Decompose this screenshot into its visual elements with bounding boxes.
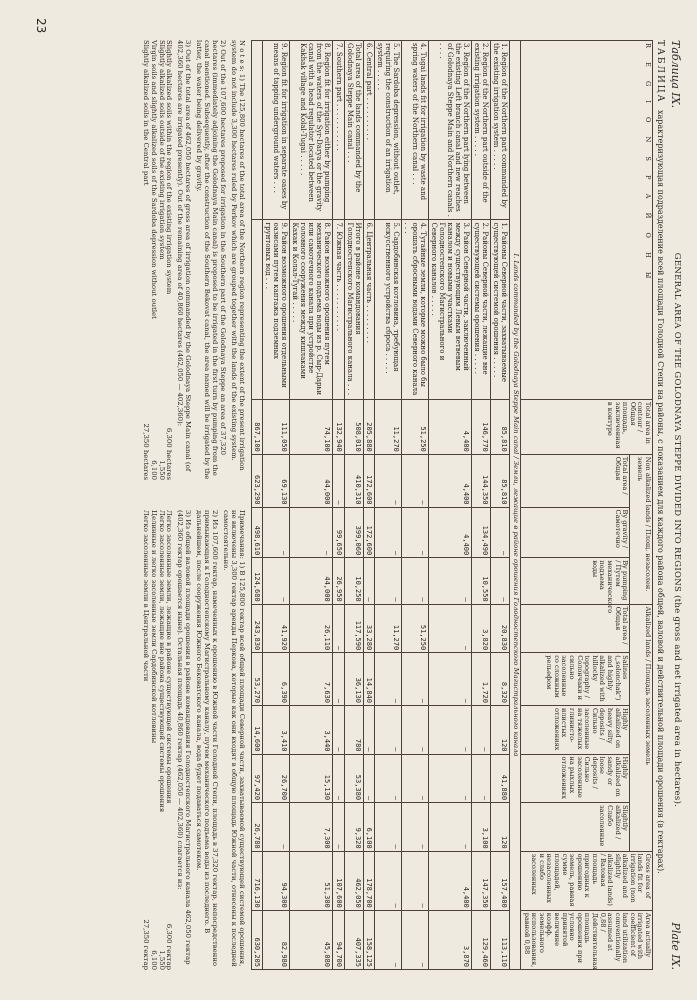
soil-label: Целинные и легко засоленные земли Сардобинской котловины xyxy=(149,510,158,744)
subhead-1: I. Lands commanded by the Golodnaya Steppe Main canal / Земли, лежащие в районе орошения Голодностепского Магистрального канала xyxy=(510,41,521,970)
table-cell: 410,310 xyxy=(344,454,363,507)
table-cell: 4,400 xyxy=(428,399,471,454)
region-name-english: 2. Region of the Northern part outside of the existing irrigation system . . . . . xyxy=(472,41,491,220)
table-cell: — xyxy=(401,910,428,969)
soil-line xyxy=(157,40,165,480)
table-cell: 69,130 xyxy=(263,454,290,507)
table-cell: 146,770 xyxy=(472,399,491,454)
region-name-russian: 4. Тугайные земли, которые можно было бы орошать сбросными водами Северного канала . . . xyxy=(401,220,428,399)
table-cell: 94,300 xyxy=(263,851,290,910)
table-row xyxy=(263,41,290,970)
region-name-russian: 7. Южная часть . . . . . . . . . . . xyxy=(333,220,344,399)
table-cell: — xyxy=(263,803,290,852)
table-cell: — xyxy=(333,604,344,653)
table-cell: 158,125 xyxy=(363,910,374,969)
table-cell: 120 xyxy=(491,803,510,852)
table-cell: 74,100 xyxy=(290,399,333,454)
title-russian: характеризующая подразделение всей площади Голодной Степи на районы, с показанием для каждого района общей, валовой и действительной площади орошения (в гектарах). xyxy=(656,110,665,874)
soil-value: 27,350 гектар xyxy=(141,919,150,970)
table-cell: 9,320 xyxy=(344,803,363,852)
table-cell: 3,100 xyxy=(472,803,491,852)
plate-label-en: Plate IX. xyxy=(669,922,682,970)
table-cell: 51,300 xyxy=(290,851,333,910)
table-cell: — xyxy=(428,653,471,706)
col-non-alk-total: Total area / Общая xyxy=(521,454,630,507)
table-cell: 407,335 xyxy=(344,910,363,969)
region-name-english: 3. Region of the Northern part lying between the existing Left branch canal and new reaches of Golodnaya Steppe Main and Northern canals . . . . . xyxy=(428,41,471,220)
table-cell: 53,270 xyxy=(252,653,263,706)
table-row xyxy=(333,41,344,970)
table-cell: 498,610 xyxy=(252,507,263,558)
region-name-english: 4. Tugai lands fit for irrigation by waste and spring waters of the Northern canal . . . xyxy=(401,41,428,220)
table-cell: 117,590 xyxy=(344,604,363,653)
col-sandy: Highly alkalized on sandy or loose deposits / Сильно засоленные на рыхлых отложениях xyxy=(521,754,630,803)
table-cell: 623,290 xyxy=(252,454,263,507)
table-cell: 26,700 xyxy=(263,754,290,803)
table-cell: — xyxy=(333,653,344,706)
table-cell: 780 xyxy=(344,705,363,754)
col-total-area: Total area in contour / Общая площадь, заключенная в контуре xyxy=(521,399,653,454)
soil-value: 6,100 xyxy=(149,460,158,480)
table-cell: 129,460 xyxy=(472,910,491,969)
soil-label: Легко засоленные земли, лежащие в районе существующей системы орошения xyxy=(165,510,174,804)
soil-line xyxy=(149,510,157,970)
soil-label: Slightly alkalized soils within the region of the existing irrigation system xyxy=(165,40,174,295)
region-name-russian: 6. Центральная часть . . . . . . . . . xyxy=(363,220,374,399)
table-cell: 41,920 xyxy=(263,604,290,653)
table-row xyxy=(428,41,471,970)
table-cell: 4,400 xyxy=(428,507,471,558)
table-cell: 15,130 xyxy=(290,754,333,803)
soil-list-russian xyxy=(141,510,173,970)
region-name-russian: 2. Районы Северной части, лежащие вне существующей системы орошения . . . . . xyxy=(472,220,491,399)
table-cell: 8,320 xyxy=(491,653,510,706)
table-cell: — xyxy=(428,604,471,653)
total-row xyxy=(344,41,363,970)
table-cell: 4,400 xyxy=(428,454,471,507)
table-cell: 157,400 xyxy=(491,851,510,910)
table-cell: 94,700 xyxy=(333,910,344,969)
table-cell: 26,950 xyxy=(333,558,344,604)
table-cell: — xyxy=(401,851,428,910)
table-row xyxy=(363,41,374,970)
table-cell: 205,880 xyxy=(363,399,374,454)
table-cell: 243,830 xyxy=(252,604,263,653)
table-cell: — xyxy=(401,454,428,507)
table-cell: — xyxy=(363,705,374,754)
table-cell: 44,000 xyxy=(290,454,333,507)
table-cell: — xyxy=(333,803,344,852)
table-cell: 85,810 xyxy=(491,399,510,454)
table-cell: 716,130 xyxy=(252,851,263,910)
table-cell: 14,600 xyxy=(252,705,263,754)
table-cell: 7,300 xyxy=(290,803,333,852)
table-cell: 41,880 xyxy=(491,754,510,803)
note-ru-1: Примечания: 1) В 125,800 гектар всей общей площади Северной части, захватываемой существующей системой орошения, не включены 3,300 гектар аренды Перкова, которые как они входят в общую площадь Южной части, отнесены к последней самостоятельно. xyxy=(222,510,246,967)
col-actual-area: Area actually irrigated with coefficient of land utilization conventionally assumed at 0,88 / Действительная площадь орошения при условно принятой величине коэфф. земельного использования, равной 0,88 xyxy=(521,910,653,969)
table-cell: — xyxy=(401,705,428,754)
table-row xyxy=(374,41,401,970)
table-cell: — xyxy=(374,558,401,604)
table-cell: 508,010 xyxy=(344,399,363,454)
table-cell: 33,280 xyxy=(363,604,374,653)
table-cell: — xyxy=(401,653,428,706)
note-en-1: N o t e s: 1) The 125,800 hectares of the total area of the Northern region representing the extent of the present irrigation system do not include 3,300 hectares ruled by Perkov which are grouped together with the lands of the existing system. xyxy=(230,40,246,471)
soil-line xyxy=(157,510,165,970)
table-cell: 399,060 xyxy=(344,507,363,558)
table-row xyxy=(290,41,333,970)
table-cell: 144,350 xyxy=(472,454,491,507)
soil-label: Virgin soils and slightly alkalized soils of the Sardoba depression without outlet xyxy=(149,40,158,319)
col-group-alkalized: Alkalized lands / Площадь засоленных земель xyxy=(630,604,653,851)
table-cell: — xyxy=(374,454,401,507)
region-name-english xyxy=(252,41,263,220)
note-en-3: 3) Out of the total area of 462,050 hectares of gross area of irrigation commanded by the Golodnaya Steppe Main canal (of 402,360 hectares are irrigated presently). Out of the remaining area of 40,860 hectares (462,050 — 402,360): xyxy=(176,40,193,472)
table-cell: 132,940 xyxy=(333,399,344,454)
note-ru-2: 2) Из 107,600 гектар, намеченных к орошению в Южной части Голодной Степи, площадь в 37,320 гектар, непосредственно примыкающая к Голодностепскому Магистральному каналу, путем механического подъема воды из последнего. В дальнейшем, после сооружения Южного Бековатского канала, вода будет подаваться самотеком. xyxy=(195,510,220,967)
table-cell: 6,390 xyxy=(263,653,290,706)
soil-label: Slightly alkalized soils outside of the existing irrigation system xyxy=(157,40,166,260)
table-cell: — xyxy=(401,507,428,558)
table-cell: — xyxy=(363,754,374,803)
table-cell: — xyxy=(401,803,428,852)
table-cell: — xyxy=(491,558,510,604)
table-cell: 7,630 xyxy=(290,653,333,706)
note-ru-3: 3) Из общей валовой площади орошения в районе командования Голодностепского Магистрального канала 462,050 гектар (402,360 гектар орошается ныне). Остальная площадь 40,860 гектар (462,050 — 402,360) слагается из: xyxy=(176,510,193,965)
table-cell: — xyxy=(374,803,401,852)
table-cell: 51,250 xyxy=(401,399,428,454)
soil-line xyxy=(149,40,157,480)
table-row xyxy=(491,41,510,970)
table-cell: — xyxy=(374,507,401,558)
table-cell: 462,050 xyxy=(344,851,363,910)
regions-header: R E G I O N S Р А Й О Н Ы xyxy=(521,41,653,400)
table-cell: 82,980 xyxy=(263,910,290,969)
soil-label: Легко засоленные земли в Центральной части xyxy=(141,510,150,682)
region-name-english: 7. Southern part . . . . . . . . . . . xyxy=(333,41,344,220)
region-name-english: Total area of the lands commanded by the Golodnaya Steppe Main canal . . . xyxy=(344,41,363,220)
table-cell: — xyxy=(428,754,471,803)
region-name-russian: Итого в районе командования Голодностепского Магистрального канала . . . xyxy=(344,220,363,399)
table-cell: — xyxy=(363,558,374,604)
table-cell: 107,600 xyxy=(333,851,344,910)
table-cell: — xyxy=(428,803,471,852)
table-cell: — xyxy=(374,705,401,754)
table-cell: 26,780 xyxy=(252,803,263,852)
table-cell: 14,840 xyxy=(363,653,374,706)
region-name-russian: 1. Районы Северной части, захватываемые существующей системой орошения . . . . . xyxy=(491,220,510,399)
table-cell: — xyxy=(290,507,333,558)
title-english: GENERAL AREA OF THE GOLODNAYA STEPPE DIVIDED INTO REGIONS (the gross and net irrigated area in hectares). xyxy=(672,252,682,808)
table-cell: — xyxy=(428,705,471,754)
table-cell: 6,100 xyxy=(363,803,374,852)
soil-value: 6,300 hectares xyxy=(165,427,174,480)
col-group-non-alkalized: Non alkalized lands / Площ. незасолен. земель xyxy=(630,454,653,604)
table-cell: 3,820 xyxy=(472,604,491,653)
table-row xyxy=(472,41,491,970)
soil-value: 1,550 xyxy=(157,950,166,970)
plate-label-ru: Таблица IX. xyxy=(669,40,682,109)
table-cell: 172,600 xyxy=(363,507,374,558)
table-cell: — xyxy=(263,507,290,558)
region-name-english: 9. Region fit for irrigation in separate oases by means of tapping underground waters . . . xyxy=(263,41,290,220)
note-en-2: 2) Out of the 107,600 hectares proposed for irrigation in the Southern part of the Golodnaya Steppe an area of 37,320 hectares (immediately adjoining the Golodnaya Main canal) is proposed to be irrigated in the first turn by pumping from the canal mentioned. Subsequently, after the construction of the Southern Bekovat canal, the area named will be irrigated by the latter, the water being delivered by gravity. xyxy=(195,40,228,480)
col-alk-total: Total area / Общая xyxy=(521,604,630,653)
table-cell: — xyxy=(374,754,401,803)
table-cell: 20,830 xyxy=(491,604,510,653)
soil-value: 1,550 xyxy=(157,460,166,480)
region-name-english: 1. Region of the Northern part commanded by the existing irrigation system . . . . . xyxy=(491,41,510,220)
region-name-russian: 3. Район Северной части, заключенный между существующим Левым ветвевым каналом и новыми участками Голодностепского Магистрального и Северного каналов . . . . . xyxy=(428,220,471,399)
col-slightly: Slightly alkalized / Слабо засоленные xyxy=(521,803,630,852)
table-cell: 178,700 xyxy=(363,851,374,910)
soil-line xyxy=(165,510,173,970)
table-cell: 36,130 xyxy=(344,653,363,706)
table-cell: 99,650 xyxy=(333,507,344,558)
table-cell: 147,350 xyxy=(472,851,491,910)
col-gross-area: Gross area of lands fit for irrigation (non alkalized and slightly alkalized lands) / Валовая площадь пригодных к орошению земель, равная сумме площадей, незасоленных и слабо засоленных xyxy=(521,851,653,910)
table-cell: 97,420 xyxy=(252,754,263,803)
soil-value: 6,300 гектар xyxy=(165,923,174,970)
notes-english xyxy=(141,40,245,480)
table-cell: 120 xyxy=(491,705,510,754)
table-cell: 85,810 xyxy=(491,454,510,507)
table-cell: 3,440 xyxy=(290,705,333,754)
table-cell: — xyxy=(401,558,428,604)
table-cell: 10,250 xyxy=(344,558,363,604)
col-pumping: By pumping / Путем механического подъема воды xyxy=(521,558,630,604)
page-number: 23 xyxy=(34,18,48,34)
table-cell: 3,410 xyxy=(263,705,290,754)
col-heavy: Highly alkalized on heavy silty deposits / Сильно засоленные на тяжелых глинисто-илистых отложениях xyxy=(521,705,630,754)
region-name-russian: 8. Район возможного орошения путем механического подъема воды из р. Сыр-Дарьи или самотечного канала при устройстве головного сооружения между кишлаками Кахак и Колал-Тугай . . . . . xyxy=(290,220,333,399)
table-cell: 630,205 xyxy=(252,910,263,969)
table-cell: 11,270 xyxy=(374,604,401,653)
table-cell: — xyxy=(333,754,344,803)
region-name-russian xyxy=(252,220,263,399)
soil-value: 27,350 hectares xyxy=(141,423,150,480)
table-cell: 172,600 xyxy=(363,454,374,507)
region-name-russian: 5. Сардобинская котловина, требующая искусственного устройства сброса . . . . . xyxy=(374,220,401,399)
col-gravity: By gravity / Самотечно xyxy=(521,507,630,558)
soil-line xyxy=(165,40,173,480)
table-cell: 53,380 xyxy=(344,754,363,803)
table-cell: — xyxy=(472,705,491,754)
soil-line xyxy=(141,40,149,480)
total-row xyxy=(252,41,263,970)
subhead-row xyxy=(510,41,521,970)
table-cell: 44,000 xyxy=(290,558,333,604)
table-row xyxy=(401,41,428,970)
table-cell: — xyxy=(472,754,491,803)
soil-label: Slightly alkalized soils in the Central part xyxy=(141,40,150,186)
table-cell: 111,050 xyxy=(263,399,290,454)
table-cell: 45,080 xyxy=(290,910,333,969)
table-cell: — xyxy=(491,507,510,558)
table-cell: — xyxy=(374,910,401,969)
table-cell: 26,110 xyxy=(290,604,333,653)
soil-label: Легко засоленные земли, лежащие вне района существующей системы орошения xyxy=(157,510,166,813)
table-cell: — xyxy=(333,705,344,754)
region-name-english: 8. Region fit for irrigation either by pumping from the waters of the Syr-Darya or the gravity canal with a head regulator located between Kakhak village and Kolal-Tugai . . . . . xyxy=(290,41,333,220)
title-russian-label: ТАБЛИЦА xyxy=(655,40,665,104)
regions-table xyxy=(251,40,653,970)
region-name-russian: 9. Район возможного орошения отдельными оазисами путем каптажа подземных грунтовых вод . . . xyxy=(263,220,290,399)
table-cell: 51,250 xyxy=(401,604,428,653)
soil-list-english xyxy=(141,40,173,480)
notes-russian xyxy=(141,510,245,970)
table-cell: 867,100 xyxy=(252,399,263,454)
table-cell: 10,550 xyxy=(472,558,491,604)
table-cell: 113,110 xyxy=(491,910,510,969)
col-salines: Salines („solonchak") and highly alkalized with hillocky topography / Солончаки и сильно засоленные со сложным рельефом xyxy=(521,653,630,706)
table-cell: — xyxy=(333,454,344,507)
table-cell: 1,720 xyxy=(472,653,491,706)
table-cell: — xyxy=(428,558,471,604)
table-cell: — xyxy=(401,754,428,803)
table-cell: — xyxy=(374,851,401,910)
table-cell: 11,270 xyxy=(374,399,401,454)
table-cell: 3,870 xyxy=(428,910,471,969)
soil-value: 6,100 xyxy=(149,950,158,970)
region-name-english: 5. The Sardoba depression, without outlet, requiring the construction of an irrigation system . . . . . xyxy=(374,41,401,220)
regions-table-body xyxy=(252,41,521,970)
table-cell: — xyxy=(374,653,401,706)
table-cell: 4,400 xyxy=(428,851,471,910)
table-cell: 124,680 xyxy=(252,558,263,604)
soil-line xyxy=(141,510,149,970)
notes-block xyxy=(141,40,245,970)
table-cell: — xyxy=(263,558,290,604)
table-cell: 134,490 xyxy=(472,507,491,558)
region-name-english: 6. Central part . . . . . . . . . . xyxy=(363,41,374,220)
